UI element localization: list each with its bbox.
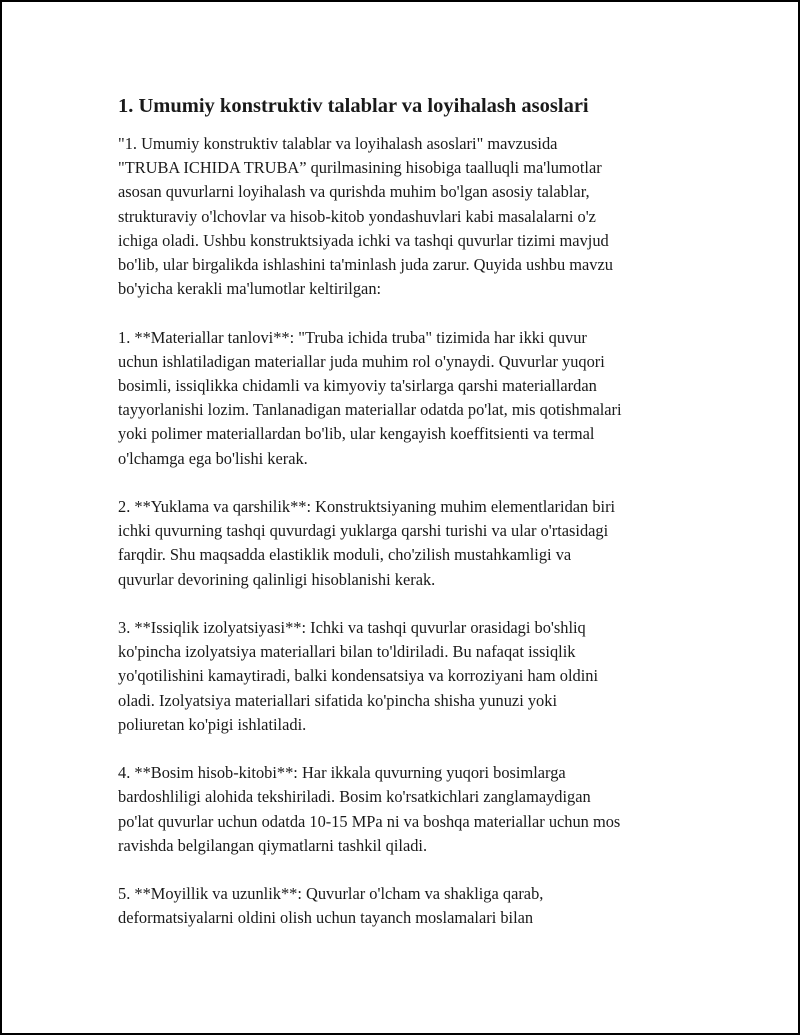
text-line: 3. **Issiqlik izolyatsiyasi**: Ichki va tashqi quvurlar orasidagi bo'shliq [118, 618, 586, 638]
text-line: quvurlar devorining qalinligi hisoblanishi kerak. [118, 569, 436, 589]
text-line: ravishda belgilangan qiymatlarni tashkil qiladi. [118, 835, 428, 855]
text-line: o'lchamga ega bo'lishi kerak. [118, 448, 308, 468]
paragraph-spacer [118, 471, 698, 495]
paragraph-spacer [118, 301, 698, 325]
text-line: 2. **Yuklama va qarshilik**: Konstruktsiyaning muhim elementlaridan biri [118, 497, 616, 517]
text-line: bo'lib, ular birgalikda ishlashini ta'minlash juda zarur. Quyida ushbu mavzu [118, 255, 613, 275]
paragraph [118, 761, 698, 858]
text-line: tayyorlanishi lozim. Tanlanadigan materiallar odatda po'lat, mis qotishmalari [118, 400, 622, 420]
paragraph [118, 495, 698, 592]
paragraph-spacer [118, 737, 698, 761]
text-line: 4. **Bosim hisob-kitobi**: Har ikkala quvurning yuqori bosimlarga [118, 763, 566, 783]
paragraph [118, 882, 698, 930]
text-line: yoki polimer materiallardan bo'lib, ular kengayish koeffitsienti va termal [118, 424, 595, 444]
text-line: ichki quvurning tashqi quvurdagi yuklarga qarshi turishi va ular o'rtasidagi [118, 521, 609, 541]
text-line: deformatsiyalarni oldini olish uchun tayanch moslamalari bilan [118, 908, 534, 928]
text-line: strukturaviy o'lchovlar va hisob-kitob yondashuvlari kabi masalalarni o'z [118, 206, 596, 226]
paragraph [118, 616, 698, 737]
text-line: ko'pincha izolyatsiya materiallari bilan to'ldiriladi. Bu nafaqat issiqlik [118, 642, 576, 662]
paragraph [118, 132, 698, 301]
paragraph-spacer [118, 592, 698, 616]
text-line: po'lat quvurlar uchun odatda 10-15 MPa ni va boshqa materiallar uchun mos [118, 811, 621, 831]
text-line: bo'yicha kerakli ma'lumotlar keltirilgan: [118, 279, 382, 299]
text-line: "TRUBA ICHIDA TRUBA” qurilmasining hisobiga taalluqli ma'lumotlar [118, 158, 602, 178]
text-line: farqdir. Shu maqsadda elastiklik moduli, cho'zilish mustahkamligi va [118, 545, 572, 565]
text-line: 5. **Moyillik va uzunlik**: Quvurlar o'lcham va shakliga qarab, [118, 884, 544, 904]
text-line: yo'qotilishini kamaytiradi, balki kondensatsiya va korroziyani ham oldini [118, 666, 599, 686]
text-line: 1. **Materiallar tanlovi**: "Truba ichida truba" tizimida har ikki quvur [118, 327, 587, 347]
paragraph-spacer [118, 858, 698, 882]
text-line: ichiga oladi. Ushbu konstruktsiyada ichki va tashqi quvurlar tizimi mavjud [118, 230, 609, 250]
document-body [118, 92, 698, 931]
paragraph-list [118, 132, 698, 931]
document-heading: 1. Umumiy konstruktiv talablar va loyihalash asoslari [118, 95, 589, 117]
text-line: "1. Umumiy konstruktiv talablar va loyihalash asoslari" mavzusida [118, 134, 558, 153]
text-line: asosan quvurlarni loyihalash va qurishda muhim bo'lgan asosiy talablar, [118, 182, 590, 202]
paragraph [118, 326, 698, 471]
text-line: oladi. Izolyatsiya materiallari sifatida ko'pincha shisha yunuzi yoki [118, 690, 558, 710]
text-line: uchun ishlatiladigan materiallar juda muhim rol o'ynaydi. Quvurlar yuqori [118, 351, 605, 371]
text-line: bardoshliligi alohida tekshiriladi. Bosim ko'rsatkichlari zanglamaydigan [118, 787, 591, 807]
text-line: bosimli, issiqlikka chidamli va kimyoviy ta'sirlarga qarshi materiallardan [118, 376, 597, 396]
text-line: poliuretan ko'pigi ishlatiladi. [118, 714, 307, 734]
